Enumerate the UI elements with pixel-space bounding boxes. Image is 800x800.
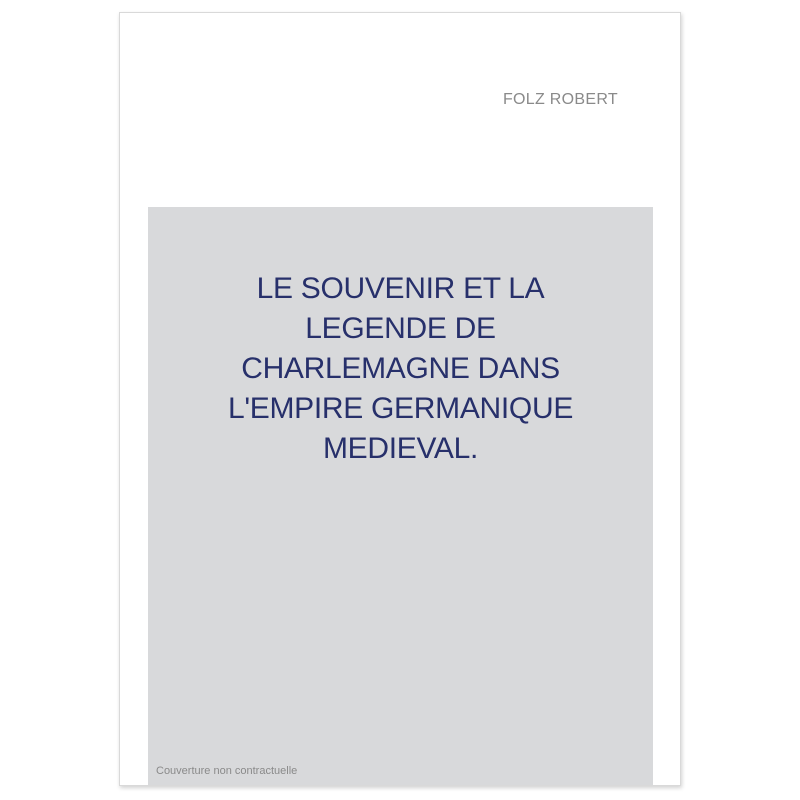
book-title: LE SOUVENIR ET LA LEGENDE DE CHARLEMAGNE DANS L'EMPIRE GERMANIQUE MEDIEVAL.	[227, 272, 574, 465]
author-name: FOLZ ROBERT	[502, 91, 618, 108]
cover-disclaimer: Couverture non contractuelle	[156, 765, 298, 777]
book-cover	[119, 12, 681, 786]
title-panel	[148, 207, 653, 785]
